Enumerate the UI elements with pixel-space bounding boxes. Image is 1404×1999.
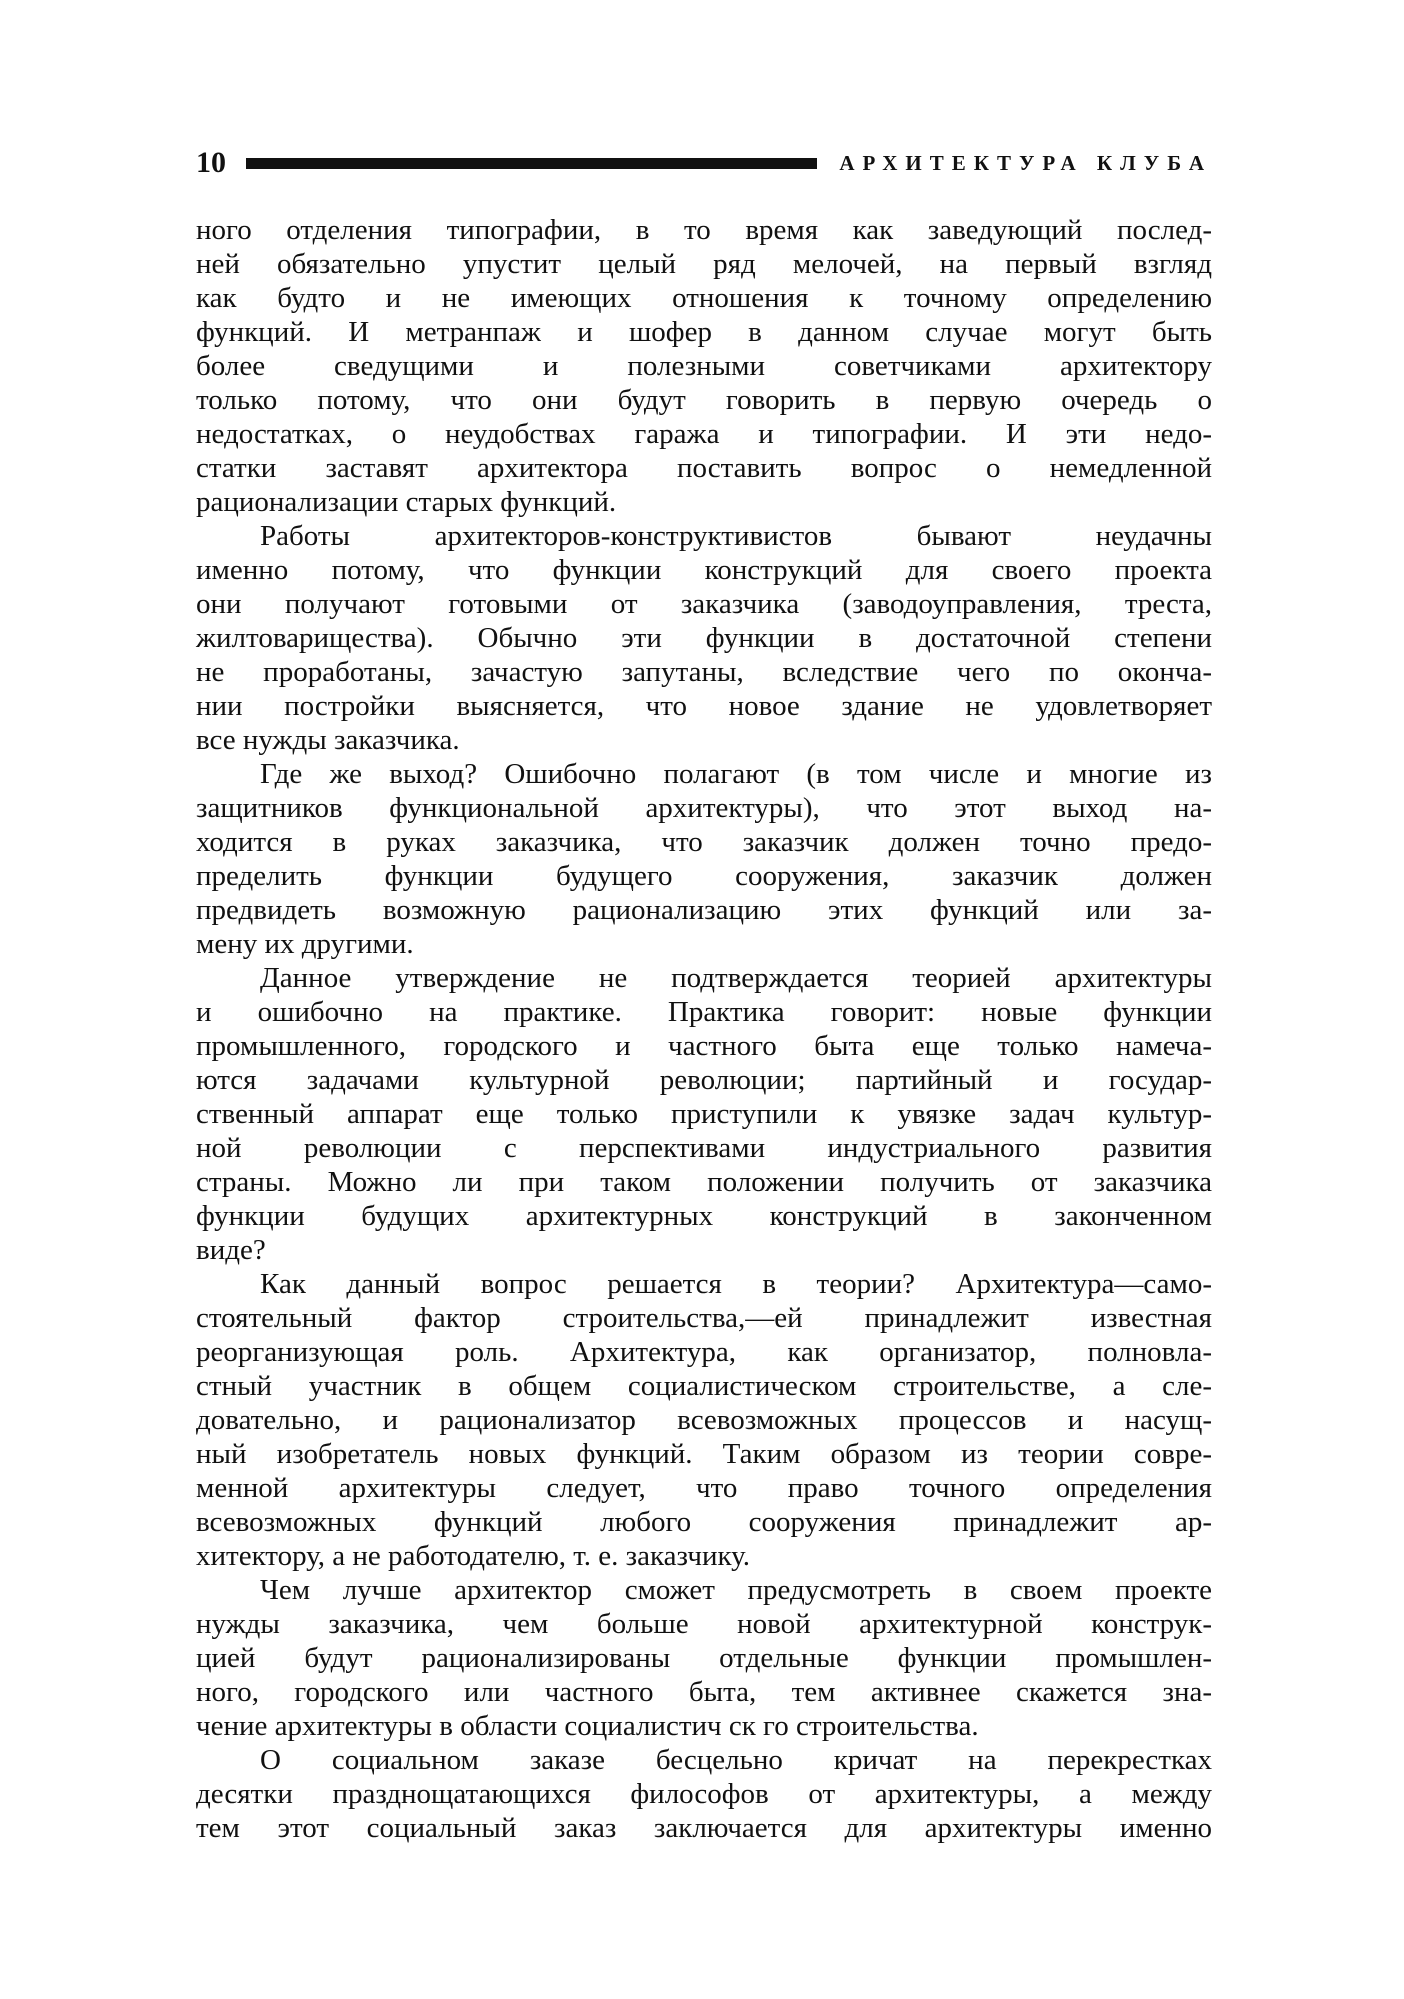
text-line: не проработаны, зачастую запутаны, вследствие чего по оконча- — [196, 656, 1212, 688]
text-line: защитников функциональной архитектуры), что этот выход на- — [196, 792, 1212, 824]
text-line: ный изобретатель новых функций. Таким образом из теории совре- — [196, 1438, 1212, 1470]
text-line: Где же выход? Ошибочно полагают (в том числе и многие из — [260, 758, 1212, 790]
text-line: Как данный вопрос решается в теории? Архитектура—само- — [260, 1268, 1212, 1300]
header-rule — [246, 158, 817, 169]
text-line: чение архитектуры в области социалистич ск го строительства. — [196, 1710, 979, 1742]
text-line: тем этот социальный заказ заключается для архитектуры именно — [196, 1812, 1212, 1844]
text-line: именно потому, что функции конструкций для своего проекта — [196, 554, 1212, 586]
text-line: и ошибочно на практике. Практика говорит: новые функции — [196, 996, 1212, 1028]
text-line: десятки празднощатающихся философов от архитектуры, а между — [196, 1778, 1212, 1810]
text-line: ней обязательно упустит целый ряд мелочей, на первый взгляд — [196, 248, 1212, 280]
text-line: функции будущих архитектурных конструкций в законченном — [196, 1200, 1212, 1232]
text-line: пределить функции будущего сооружения, заказчик должен — [196, 860, 1212, 892]
text-line: промышленного, городского и частного быта еще только намеча- — [196, 1030, 1212, 1062]
text-line: стоятельный фактор строительства,—ей принадлежит известная — [196, 1302, 1212, 1334]
text-line: нужды заказчика, чем больше новой архитектурной конструк- — [196, 1608, 1212, 1640]
text-line: всевозможных функций любого сооружения принадлежит ар- — [196, 1506, 1212, 1538]
text-line: нии постройки выясняется, что новое здание не удовлетворяет — [196, 690, 1212, 722]
text-line: Чем лучше архитектор сможет предусмотреть в своем проекте — [260, 1574, 1212, 1606]
text-line: ственный аппарат еще только приступили к увязке задач культур- — [196, 1098, 1212, 1130]
text-line: виде? — [196, 1234, 266, 1266]
text-line: функций. И метранпаж и шофер в данном случае могут быть — [196, 316, 1212, 348]
text-line: ного, городского или частного быта, тем активнее скажется зна- — [196, 1676, 1212, 1708]
text-line: Работы архитекторов-конструктивистов бывают неудачны — [260, 520, 1212, 552]
text-line: ются задачами культурной революции; партийный и государ- — [196, 1064, 1212, 1096]
text-line: рационализации старых функций. — [196, 486, 617, 518]
page-number: 10 — [196, 146, 226, 179]
text-line: реорганизующая роль. Архитектура, как организатор, полновла- — [196, 1336, 1212, 1368]
text-line: ного отделения типографии, в то время как заведующий послед- — [196, 214, 1212, 246]
text-line: они получают готовыми от заказчика (заводоуправления, треста, — [196, 588, 1212, 620]
text-line: все нужды заказчика. — [196, 724, 460, 756]
text-line: статки заставят архитектора поставить вопрос о немедленной — [196, 452, 1212, 484]
text-line: менной архитектуры следует, что право точного определения — [196, 1472, 1212, 1504]
running-head — [196, 143, 1212, 183]
text-line: цией будут рационализированы отдельные функции промышлен- — [196, 1642, 1212, 1674]
text-line: довательно, и рационализатор всевозможных процессов и насущ- — [196, 1404, 1212, 1436]
text-line: мену их другими. — [196, 928, 414, 960]
text-line: стный участник в общем социалистическом строительстве, а сле- — [196, 1370, 1212, 1402]
running-title: АРХИТЕКТУРА КЛУБА — [839, 150, 1212, 175]
text-line: предвидеть возможную рационализацию этих функций или за- — [196, 894, 1212, 926]
text-line: страны. Можно ли при таком положении получить от заказчика — [196, 1166, 1212, 1198]
text-line: Данное утверждение не подтверждается теорией архитектуры — [260, 962, 1212, 994]
text-line: хитектору, а не работодателю, т. е. заказчику. — [196, 1540, 751, 1572]
text-line: недостатках, о неудобствах гаража и типографии. И эти недо- — [196, 418, 1212, 450]
text-line: ной революции с перспективами индустриального развития — [196, 1132, 1212, 1164]
text-line: жилтоварищества). Обычно эти функции в достаточной степени — [196, 622, 1212, 654]
text-body — [196, 213, 1212, 1845]
text-line: как будто и не имеющих отношения к точному определению — [196, 282, 1212, 314]
text-line: только потому, что они будут говорить в первую очередь о — [196, 384, 1212, 416]
text-line: О социальном заказе бесцельно кричат на перекрестках — [260, 1744, 1212, 1776]
text-line: более сведущими и полезными советчиками архитектору — [196, 350, 1212, 382]
text-line: ходится в руках заказчика, что заказчик должен точно предо- — [196, 826, 1212, 858]
